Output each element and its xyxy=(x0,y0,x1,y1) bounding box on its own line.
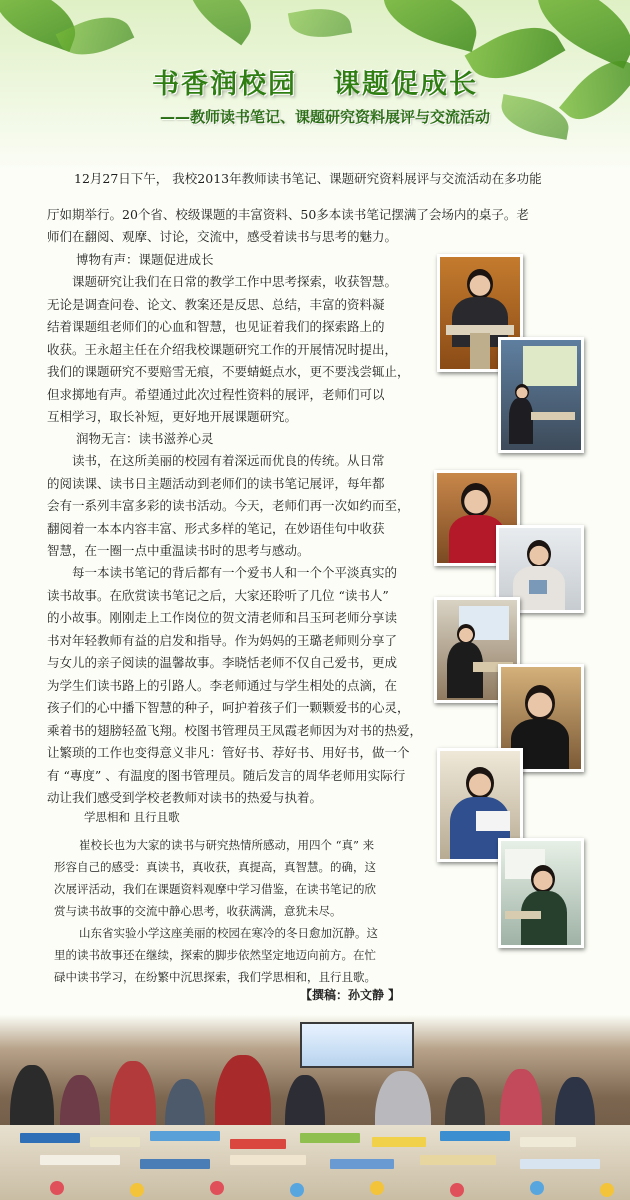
paragraph-principal xyxy=(54,834,424,922)
text: 智慧，在一圈一点中重温读书时的思考与感动。 xyxy=(47,543,310,558)
text: 碌中读书学习，在纷繁中沉思探索，我们学思相和，且行且歌。 xyxy=(54,970,376,984)
text: 读书故事。在欣赏读书笔记之后，大家还聆听了几位 “读书人” xyxy=(47,587,389,603)
line xyxy=(47,518,427,541)
line xyxy=(47,652,432,675)
text: 与女儿的亲子阅读的温馨故事。李晓恬老师不仅自己爱书，更成 xyxy=(47,655,398,670)
line xyxy=(47,339,437,362)
line xyxy=(47,450,427,473)
paragraph-intro-line-2 xyxy=(47,204,529,227)
title-left: 书香润校园 xyxy=(152,69,297,100)
line xyxy=(47,562,432,585)
line xyxy=(47,765,432,788)
paragraph-reading xyxy=(47,450,427,563)
line xyxy=(54,834,424,856)
text: 乘着书的翅膀轻盈飞翔。校图书管理员王凤霞老师因为对书的热爱， xyxy=(47,722,423,738)
text: 博物有声：课题促进成长 xyxy=(76,252,214,267)
text: 润物无言：读书滋养心灵 xyxy=(76,431,214,446)
line xyxy=(47,585,432,608)
text: 互相学习，取长补短，更好地开展课题研究。 xyxy=(47,409,298,424)
line xyxy=(47,540,427,563)
section-heading-3 xyxy=(84,806,180,829)
text: 12月27日下午， 我校2013年教师读书笔记、课题研究资料展评与交流活动在多功能 xyxy=(74,171,542,186)
line xyxy=(54,944,424,966)
display-table xyxy=(0,1125,630,1200)
line xyxy=(47,742,432,765)
text: 形容自己的感受：真读书，真收获，真提高，真智慧。的确，这 xyxy=(54,860,376,874)
title-right: 课题促成长 xyxy=(333,69,478,100)
line xyxy=(54,900,424,922)
line xyxy=(47,607,432,630)
line xyxy=(47,316,437,339)
text: 让繁琐的工作也变得意义非凡：管好书、荐好书、用好书，做一个 xyxy=(47,745,410,760)
text: 次展评活动，我们在课题资料观摩中学习借鉴，在读书笔记的欣 xyxy=(54,882,376,896)
editor-credit: 【撰稿：孙文静 】 xyxy=(300,988,401,1002)
paragraph-stories xyxy=(47,562,432,810)
paragraph-intro-line-3 xyxy=(47,226,397,249)
text: 动让我们感受到学校老教师对读书的热爱与执着。 xyxy=(47,790,323,805)
text: 里的读书故事还在继续，探索的脚步依然坚定地迈向前方。在忙 xyxy=(54,948,376,962)
text: 我们的课题研究不要赔雪无痕，不要蜻蜓点水，更不要浅尝辄止， xyxy=(47,364,410,379)
section-heading-1 xyxy=(76,249,214,272)
text: 结着课题组老师们的心血和智慧，也见证着我们的探索路上的 xyxy=(47,319,385,334)
text: 的小故事。刚刚走上工作岗位的贺文清老师和吕玉珂老师分享读 xyxy=(47,610,398,625)
line xyxy=(47,630,432,653)
text: 收获。王永超主任在介绍我校课题研究工作的开展情况时提出， xyxy=(47,341,398,357)
line xyxy=(47,697,432,720)
text: 读书，在这所美丽的校园有着深远而优良的传统。从日常 xyxy=(72,453,385,468)
text: 崔校长也为大家的读书与研究热情所感动，用四个 “真” 来 xyxy=(79,838,375,852)
text: 学思相和 且行且歌 xyxy=(84,810,180,824)
projector-screen xyxy=(300,1022,414,1068)
paragraph-intro-line-1 xyxy=(74,168,542,191)
text: 山东省实验小学这座美丽的校园在寒冷的冬日愈加沉静。这 xyxy=(79,926,378,940)
line xyxy=(47,294,437,317)
text: 书对年轻教师有益的启发和指导。作为妈妈的王璐老师则分享了 xyxy=(47,632,398,648)
text: 赏与读书故事的交流中静心思考，收获满满，意犹未尽。 xyxy=(54,904,342,918)
line xyxy=(47,271,437,294)
line xyxy=(54,878,424,900)
line xyxy=(47,406,437,429)
line xyxy=(54,966,424,988)
text: 无论是调查问卷、论文、教案还是反思、总结，丰富的资料凝 xyxy=(47,296,385,312)
page-subtitle: ——教师读书笔记、课题研究资料展评与交流活动 xyxy=(160,108,491,126)
line xyxy=(54,856,424,878)
text: 孩子们的心中播下智慧的种子，呵护着孩子们一颗颗爱书的心灵， xyxy=(47,700,410,715)
paragraph-closing xyxy=(54,922,424,988)
section-heading-2 xyxy=(76,428,214,451)
text: 的阅读课、读书日主题活动到老师们的读书笔记展评，每年都 xyxy=(47,475,385,491)
line xyxy=(47,720,432,743)
line xyxy=(47,675,432,698)
text: 但求掷地有声。希望通过此次过程性资料的展评，老师们可以 xyxy=(47,386,385,402)
text: 课题研究让我们在日常的教学工作中思考探索，收获智慧。 xyxy=(72,274,398,289)
photo-speaker-screen xyxy=(498,337,584,453)
line xyxy=(47,495,427,518)
text: 厅如期举行。20个省、校级课题的丰富资料、50多本读书笔记摆满了会场内的桌子。老 xyxy=(47,207,529,222)
text: 会有一系列丰富多彩的读书活动。今天，老师们再一次如约而至， xyxy=(47,498,410,513)
paragraph-research xyxy=(47,271,437,429)
text: 为学生们读书路上的引路人。李老师通过与学生相处的点滴，在 xyxy=(47,677,398,693)
text: 每一本读书笔记的背后都有一个爱书人和一个个平淡真实的 xyxy=(72,565,398,580)
line xyxy=(54,922,424,944)
line xyxy=(47,384,437,407)
text: 翻阅着一本本内容丰富、形式多样的笔记，在妙语佳句中收获 xyxy=(47,520,385,536)
text: 师们在翻阅、观摩、讨论，交流中，感受着读书与思考的魅力。 xyxy=(47,229,398,244)
line xyxy=(47,361,437,384)
text: 有 “專度” 、有温度的图书管理员。随后发言的周华老师用实际行 xyxy=(47,767,406,783)
photo-teacher-green xyxy=(498,838,584,948)
line xyxy=(47,473,427,496)
